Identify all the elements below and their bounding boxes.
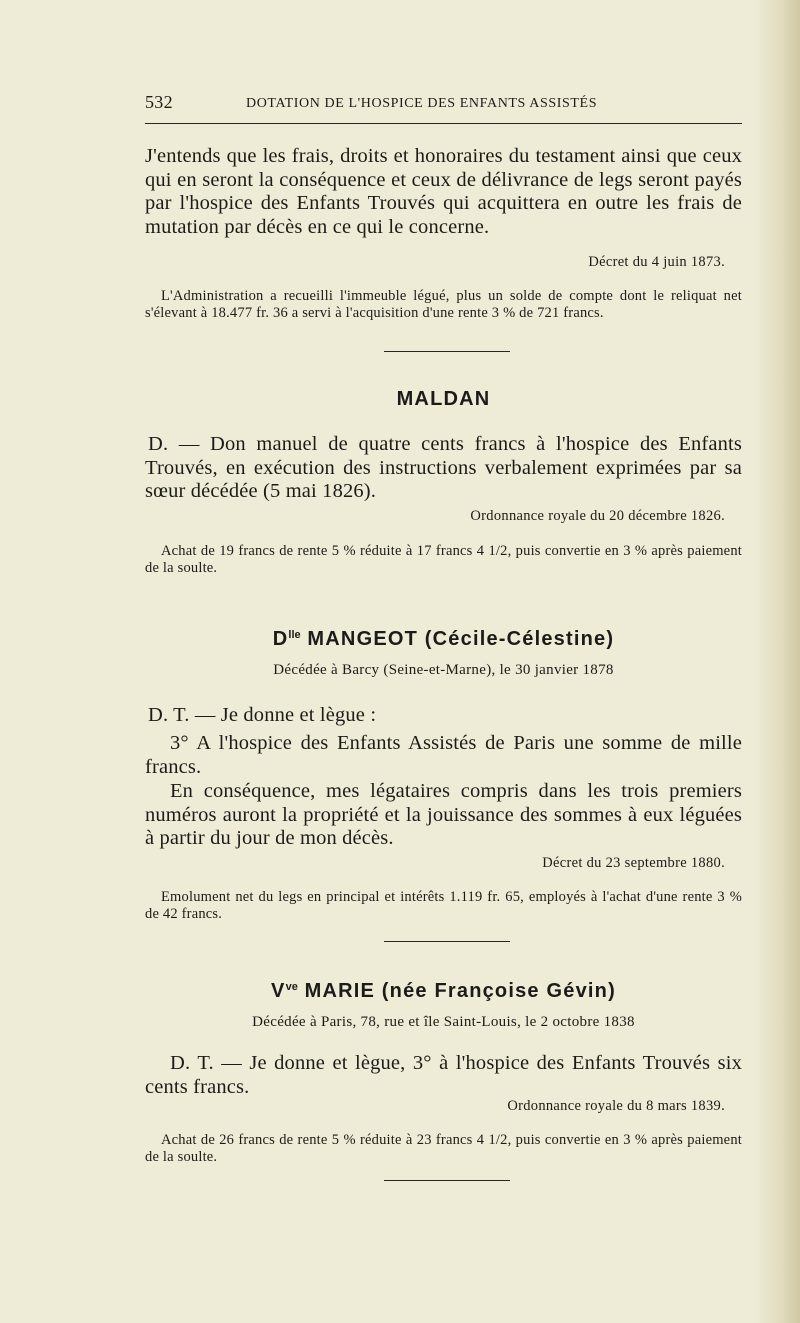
title-prefix: D [272, 628, 289, 650]
entry-name: MANGEOT (Cécile-Célestine) [307, 628, 615, 650]
death-record: Décédée à Paris, 78, rue et île Saint-Louis, le 2 octobre 1838 [252, 1014, 635, 1030]
bequest-consequence: En conséquence, mes légataires compris dans les trois premiers numéros auront la propriété et la jouissance des sommes à eux léguées à partir du jour de mon décès. [145, 780, 742, 850]
ordinance-line: Ordonnance royale du 20 décembre 1826. [470, 508, 725, 524]
section-separator [384, 941, 510, 942]
donation-text: D. — Don manuel de quatre cents francs à l'hospice des Enfants Trouvés, en exécution des instructions verbalement exprimées par sa sœur décédée (5 mai 1826). [145, 433, 742, 503]
ordinance-line: Ordonnance royale du 8 mars 1839. [507, 1098, 725, 1114]
section-separator [384, 351, 510, 352]
header-rule [145, 123, 742, 124]
page-edge-shadow [754, 0, 800, 1323]
death-record: Décédée à Barcy (Seine-et-Marne), le 30 janvier 1878 [273, 662, 614, 678]
entry-heading [145, 980, 742, 1003]
decree-line: Décret du 23 septembre 1880. [542, 855, 725, 871]
section-separator [384, 1180, 510, 1181]
administration-note: L'Administration a recueilli l'immeuble légué, plus un solde de compte dont le reliquat net s'élevant à 18.477 fr. 36 a servi à l'acquisition d'une rente 3 % de 721 francs. [145, 288, 742, 321]
emolument-note: Emolument net du legs en principal et intérêts 1.119 fr. 65, employés à l'achat d'une rente 3 % de 42 francs. [145, 889, 742, 922]
bequest-opening: D. T. — Je donne et lègue : [148, 704, 377, 726]
title-superscript: lle [288, 629, 301, 641]
purchase-note: Achat de 26 francs de rente 5 % réduite à 23 francs 4 1/2, puis convertie en 3 % après paiement de la soulte. [145, 1132, 742, 1165]
title-prefix: V [271, 980, 286, 1002]
entry-heading [145, 628, 742, 651]
title-superscript: ve [285, 981, 298, 993]
entry-heading: MALDAN [396, 388, 491, 410]
testament-text: J'entends que les frais, droits et honoraires du testament ainsi que ceux qui en seront la conséquence et ceux de délivrance de legs seront payés par l'hospice des Enfants Trouvés qui acquittera en outre les frais de mutation par décès en ce qui le concerne. [145, 145, 742, 238]
running-title: DOTATION DE L'HOSPICE DES ENFANTS ASSISTÉS [246, 96, 598, 111]
bequest-text: D. T. — Je donne et lègue, 3° à l'hospice des Enfants Trouvés six cents francs. [145, 1052, 742, 1098]
decree-line: Décret du 4 juin 1873. [588, 254, 725, 270]
page-number: 532 [145, 92, 173, 112]
bequest-item: 3° A l'hospice des Enfants Assistés de Paris une somme de mille francs. [145, 732, 742, 778]
entry-name: MARIE (née Françoise Gévin) [304, 980, 616, 1002]
purchase-note: Achat de 19 francs de rente 5 % réduite à 17 francs 4 1/2, puis convertie en 3 % après paiement de la soulte. [145, 543, 742, 576]
